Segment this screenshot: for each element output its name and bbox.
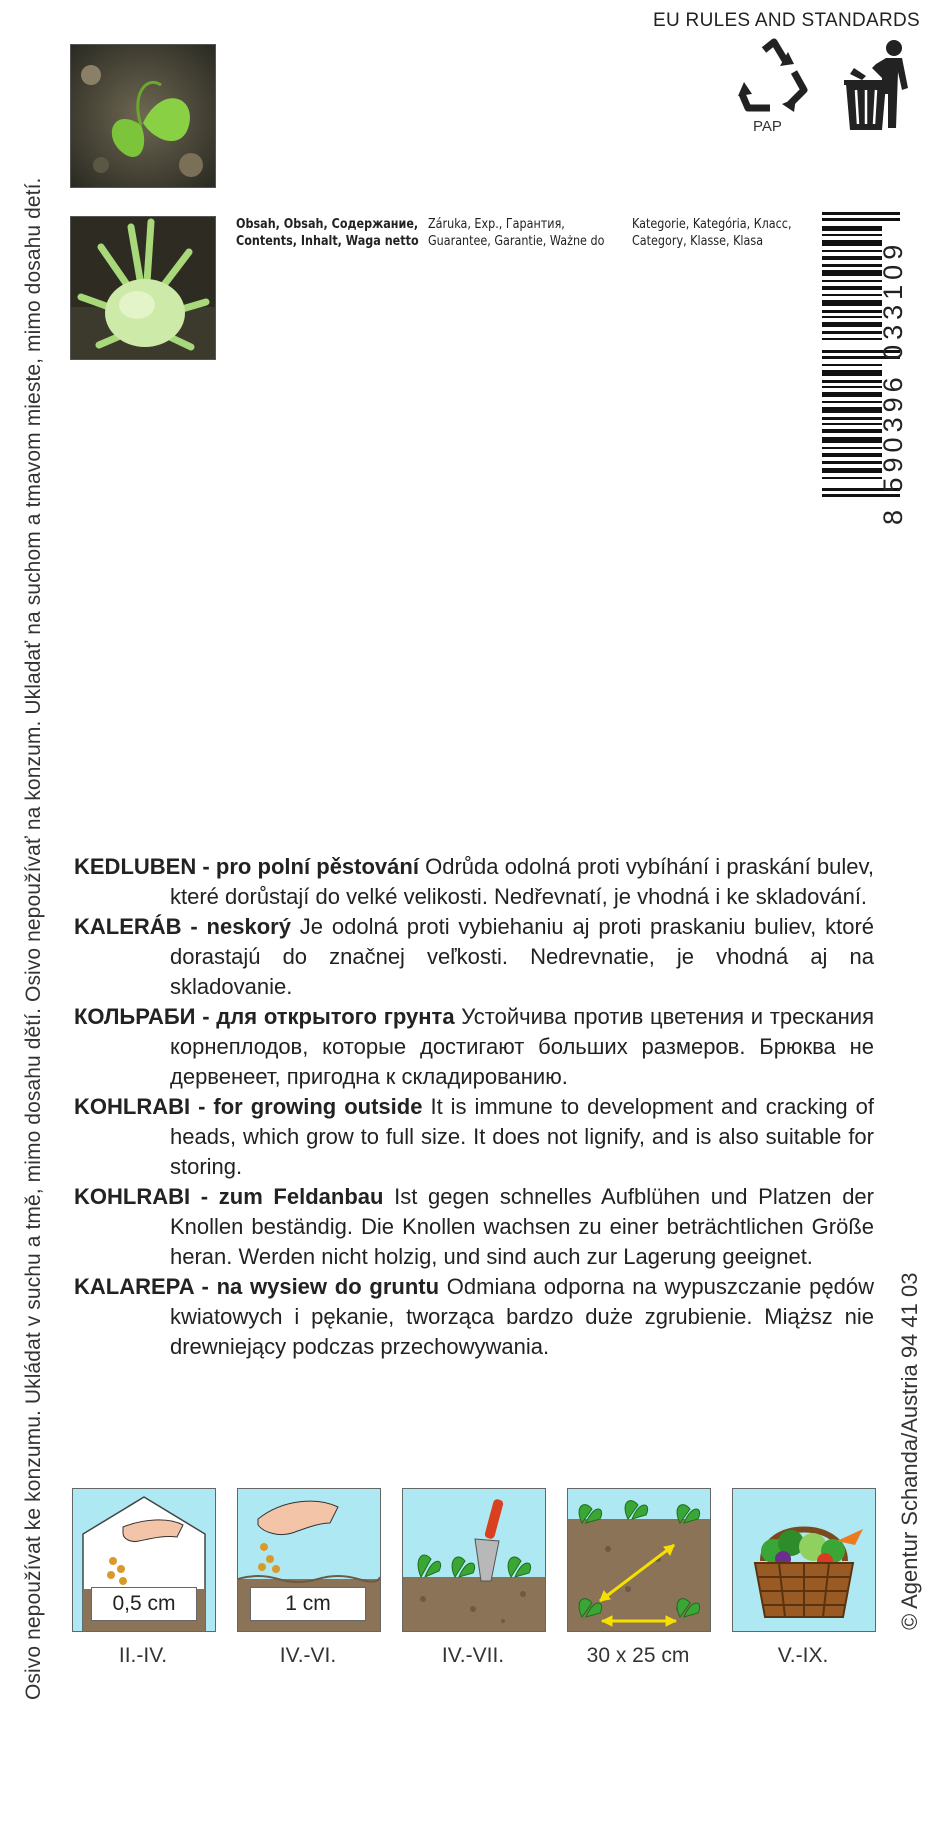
variety-descriptions bbox=[74, 852, 874, 1362]
icon-label-spacing: 30 x 25 cm bbox=[586, 1644, 690, 1667]
sowing-greenhouse-icon bbox=[72, 1488, 216, 1632]
info-guarantee-label: Záruka, Exp., Гарантия, Guarantee, Garantie, Ważne do bbox=[428, 217, 605, 249]
sowing-depth-outdoor: 1 cm bbox=[250, 1587, 366, 1621]
icon-label-sowing-greenhouse: II.-IV. bbox=[118, 1644, 168, 1667]
description-slovak: KALERÁB - neskorý Je odolná proti vybiehaniu aj proti praskaniu buliev, ktoré dorastajú do značnej veľkosti. Nedrevnatie, je vhodná aj na skladovanie. bbox=[74, 914, 874, 999]
info-category-label: Kategorie, Kategória, Класс, Category, Klasse, Klasa bbox=[632, 217, 792, 249]
description-english: KOHLRABI - for growing outside It is immune to development and cracking of heads, which grow to full size. It does not lignify, and is also suitable for storing. bbox=[74, 1094, 874, 1179]
sowing-depth-greenhouse: 0,5 cm bbox=[91, 1587, 197, 1621]
harvest-basket-icon bbox=[732, 1488, 876, 1632]
storage-warning-text: Osivo nepoužívat ke konzumu. Ukládat v suchu a tmě, mimo dosahu dětí. Osivo nepoužívať na konzum. Ukladať na suchom a tmavom mieste, mimo dosahu detí. bbox=[22, 177, 45, 1700]
copyright-text: © Agentur Schanda/Austria 94 41 03 bbox=[897, 1272, 922, 1630]
description-czech: KEDLUBEN - pro polní pěstování Odrůda odolná proti vybíhání i praskání bulev, které dorůstají do velké velikosti. Nedřevnatí, je vhodná i ke skladování. bbox=[74, 854, 874, 909]
icon-label-transplanting: IV.-VII. bbox=[441, 1644, 505, 1667]
description-russian: КОЛЬРАБИ - для открытого грунта Устойчива против цветения и трескания корнеплодов, которые достигают больших размеров. Брюква не дервенеет, пригодна к складированию. bbox=[74, 1004, 875, 1089]
info-contents-label: Obsah, Obsah, Содержание, Contents, Inhalt, Waga netto bbox=[236, 217, 419, 249]
description-german: KOHLRABI - zum Feldanbau Ist gegen schnelles Aufblühen und Platzen der Knollen beständig. Die Knollen wachsen zu einer beträchtlichen Größe heran. Werden nicht holzig, und sind auch zur Lagerung geeignet. bbox=[74, 1184, 874, 1269]
kohlrabi-photo bbox=[70, 216, 216, 360]
recycle-icon bbox=[734, 38, 812, 116]
icon-label-harvest: V.-IX. bbox=[777, 1644, 829, 1667]
icon-label-sowing-outdoor: IV.-VI. bbox=[279, 1644, 337, 1667]
seedling-photo bbox=[70, 44, 216, 188]
barcode-number: 8 590396 033109 bbox=[878, 239, 908, 525]
spacing-icon bbox=[567, 1488, 711, 1632]
sowing-outdoor-icon bbox=[237, 1488, 381, 1632]
transplanting-icon bbox=[402, 1488, 546, 1632]
recycle-code-label: PAP bbox=[753, 118, 782, 135]
description-polish: KALAREPA - na wysiew do gruntu Odmiana odporna na wypuszczanie pędów kwiatowych i pękanie, tworząca bardzo duże zgrubienie. Miąższ nie drewniejący podczas przechowywania. bbox=[74, 1274, 874, 1359]
eu-rules-label: EU RULES AND STANDARDS bbox=[652, 10, 920, 31]
trash-bin-icon bbox=[842, 38, 914, 130]
